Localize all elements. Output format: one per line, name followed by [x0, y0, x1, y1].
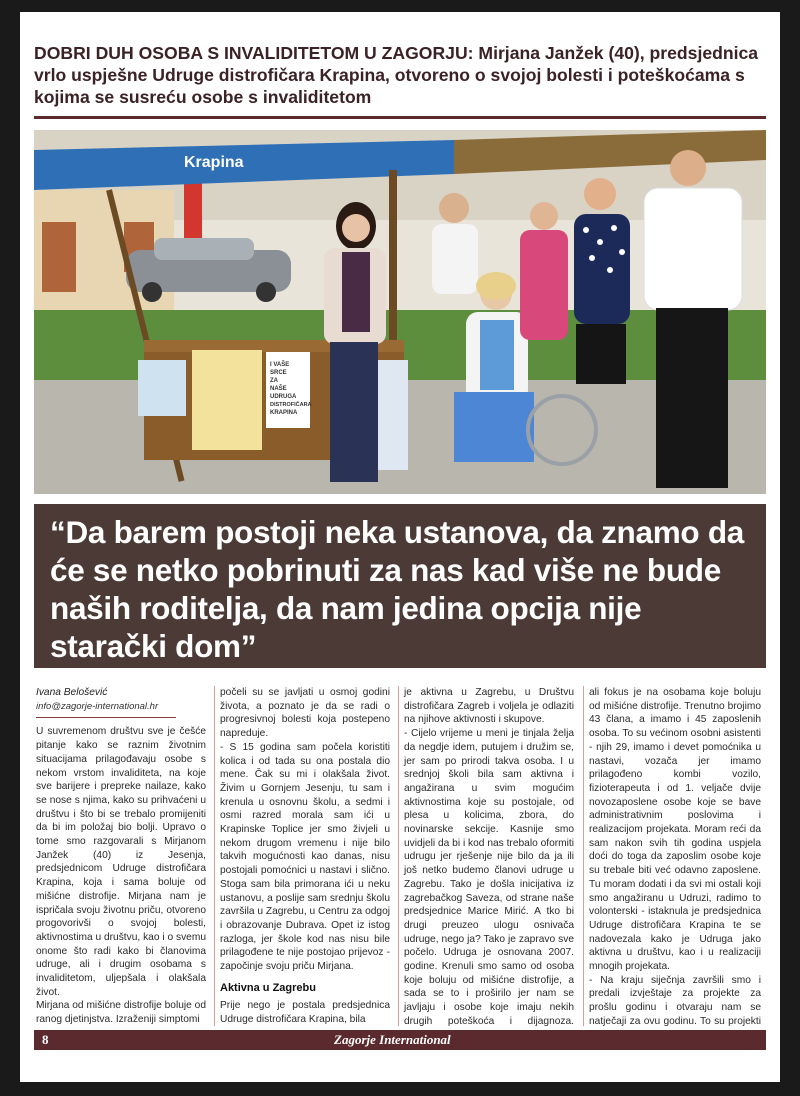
sign-line-5: UDRUGA	[270, 394, 297, 400]
column-divider	[583, 686, 584, 1026]
sign-line-2: SRCE	[270, 370, 287, 376]
magazine-page	[20, 12, 780, 1082]
column-divider	[398, 686, 399, 1026]
paragraph: U suvremenom društvu sve je češće pitanje kako se raznim životnim situacijama prilagođavaju osobe s nekom vrstom invaliditeta, na koje sve barijere i prepreke nailaze, kako se nose s njima, kako su prihvaćeni u društvu i što bi se trebalo promijeniti da bi im položaj bio bolji. Upravo o tome smo razgovarali s Mirjanom Janžek (40) iz Jesenja, predsjednicom Udruge distrofičara Krapina, koja i sama boluje od mišićne distrofije. Mirjana nam je ispričala svoju životnu priču, otvoreno progovorivši o svojoj bolesti, aktivnostima u društvu, kao i o svemu onome što radi kako bi članovima udruge, ali i drugim osobama s invaliditetom, uljepšala i olakšala život.	[36, 726, 206, 998]
sign-line-4: NAŠE	[270, 386, 287, 392]
column-2	[220, 686, 390, 1027]
author-email: info@zagorje-international.hr	[36, 700, 176, 719]
article-body	[34, 686, 766, 1026]
pull-quote: “Da barem postoji neka ustanova, da znamo da će se netko pobrinuti za nas kad više ne bude naših roditelja, da nam jedina opcija nije starački dom”	[34, 504, 766, 668]
paragraph: je aktivna u Zagrebu, u Društvu distrofičara Zagreb i voljela je odlaziti na njihove aktivnosti i skupove.	[404, 687, 574, 726]
paragraph: - S 15 godina sam počela koristiti kolica i od tada su ona postala dio mene. Čak su mi i olakšala život. Živim u Gornjem Jesenju, tu sam i krenula u osnovnu školu, a sedmi i osmi razred morala sam ići u Krapinske Toplice jer smo živjeli u nekom drugom vremenu i nije bilo takvih mogućnosti kao danas, nisu postojali pomoćnici u nastavi i slično. Stoga sam bila primorana ići u neku ustanovu, a poslije sam srednju školu završila u Zagrebu, u Centru za odgoj i obrazovanje Dubrava. Opet iz istog razloga, jer škole kod nas nisu bile prilagođene te nije postojao prijevoz - započinje svoju priču Mirjana.	[220, 741, 390, 973]
article-photo	[34, 130, 766, 494]
column-3	[404, 686, 574, 1042]
paragraph: Prije nego je postala predsjednica Udruge distrofičara Krapina, bila	[220, 1000, 390, 1026]
headline-rule	[34, 116, 766, 119]
column-1	[36, 686, 206, 1027]
article-headline: DOBRI DUH OSOBA S INVALIDITETOM U ZAGORJU: Mirjana Janžek (40), predsjednica vrlo uspješne Udruge distrofičara Krapina, otvoreno o svojoj bolesti i poteškoćama s kojima se susreću osobe s invaliditetom	[34, 43, 759, 107]
sign-line-7: KRAPINA	[270, 410, 298, 416]
masthead-logo: Zagorje International	[334, 1032, 451, 1047]
tent-label: Krapina	[184, 154, 244, 171]
column-divider	[214, 686, 215, 1026]
sign-line-3: ZA	[270, 378, 278, 384]
sign-line-6: DISTROFIČARA	[270, 402, 312, 408]
paragraph: Mirjana od mišićne distrofije boluje od ranog djetinjstva. Izraženiji simptomi	[36, 1000, 206, 1026]
paragraph: - Na kraju siječnja završili smo i predali izvještaje za projekte za prošlu godinu i otvaraju nam se natječaji za ovu godinu. To su projekti	[589, 974, 761, 1027]
column-4	[589, 686, 761, 1042]
paragraph: - Cijelo vrijeme u meni je tinjala želja da negdje idem, putujem i družim se, jer sam po prirodi takva osoba. I u srednjoj školi bila sam aktivna i angažirana u svim mogućim aktivnostima koje su postojale, od plesa u kolicima, zbora, do novinarske sekcije. Kasnije smo uvidjeli da bi i kod nas trebalo oformiti udrugu jer rješenje nije bilo da ja ili još netko budemo članovi udruge u Zagrebu. Tako je došla inicijativa iz zagrebačkog Saveza, od strane naše predsjednice Marice Mirić. A tko bi drugi preuzeo ulogu osnivača udruge, nego ja? Tako je zapravo sve počelo. Udruga je osnovana 2007. godine. Krenuli smo samo od osoba koje boluju od mišićne distrofije, a sada se to i proširilo jer nam se javljaju i osobe koje imaju nekih drugih poteškoća i dijagnoza.	[404, 728, 574, 1027]
paragraph: počeli su se javljati u osmoj godini života, a poznato je da se radi o progresivnoj bolesti koja postepeno napreduje.	[220, 687, 390, 740]
section-subhead: Aktivna u Zagrebu	[220, 981, 316, 994]
sign-line-1: I VAŠE	[270, 362, 290, 368]
paragraph: ali fokus je na osobama koje boluju od mišićne distrofije. Trenutno brojimo 43 člana, a imamo i 45 zaposlenih osoba. To su većinom osobni asistenti - njih 29, imamo i devet pomoćnika u nastavi, vozača jer imamo prilagođeno kombi vozilo, fizioterapeuta i od 1. veljače dvije novozaposlene osobe koje se bave administrativnim poslovima i realizacijom projekata. Moram reći da sam nakon svih tih godina uspjela doći do toga da zaposlim osobe koje su trebale biti već odavno zaposlene. Tu moram dodati i da svi mi ostali koji smo angažiranu u Udruzi, radimo to volonterski - istaknula je predsjednica Udruge distrofičara Krapina te se nadovezala kako je Udruga jako aktivna u društvu, kao i u realizaciji mnogih projekata.	[589, 687, 761, 973]
page-footer	[34, 1030, 766, 1050]
author-name: Ivana Belošević	[36, 687, 108, 698]
page-number: 8	[42, 1032, 49, 1047]
